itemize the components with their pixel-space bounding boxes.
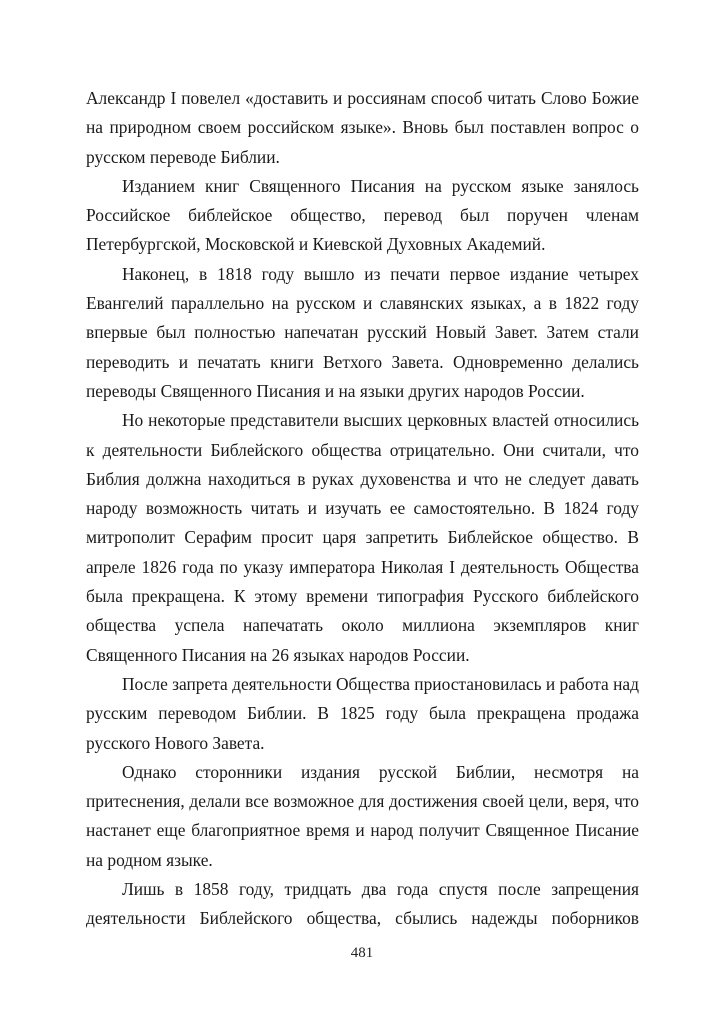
text-line (86, 494, 639, 523)
text-line-content: Петербургской, Московской и Киевской Духовных Академий. (86, 234, 546, 255)
paragraph (86, 260, 639, 406)
text-line-content: к деятельности Библейского общества отрицательно. Они считали, что (86, 439, 639, 460)
text-line (86, 465, 639, 494)
text-line-content: общества успела напечатать около миллиона экземпляров книг (86, 615, 639, 636)
text-line-content: Священного Писания на 26 языках народов России. (86, 644, 470, 665)
text-line (86, 348, 639, 377)
text-line-content: народу возможность читать и изучать ее самостоятельно. В 1824 году (86, 498, 639, 519)
text-line (86, 406, 639, 435)
text-line-content: апреле 1826 года по указу императора Николая I деятельность Общества (86, 556, 639, 577)
text-line (86, 523, 639, 552)
text-line (86, 172, 639, 201)
text-line-content: переводить и печатать книги Ветхого Завета. Одновременно делались (86, 351, 639, 372)
text-line (86, 670, 639, 699)
text-line-content: Лишь в 1858 году, тридцать два года спустя после запрещения (122, 879, 639, 900)
text-line (86, 553, 639, 582)
text-line (86, 377, 639, 406)
text-line (86, 113, 639, 142)
text-line-content: Но некоторые представители высших церковных властей относились (122, 410, 639, 431)
text-line-content: Евангелий параллельно на русском и славянских языках, а в 1822 году (86, 293, 639, 314)
text-line-content: Российское библейское общество, перевод был поручен членам (86, 205, 639, 226)
paragraph (86, 406, 639, 670)
text-line-content: митрополит Серафим просит царя запретить Библейское общество. В (86, 527, 639, 548)
document-body (86, 84, 639, 934)
text-line-content: Однако сторонники издания русской Библии, несмотря на (122, 761, 639, 782)
text-line (86, 260, 639, 289)
text-line (86, 846, 639, 875)
text-line-content: была прекращена. К этому времени типография Русского библейского (86, 586, 639, 607)
text-line (86, 904, 639, 933)
text-line (86, 230, 639, 259)
text-line-content: переводы Священного Писания и на языки других народов России. (86, 380, 585, 401)
paragraph (86, 172, 639, 260)
text-line (86, 289, 639, 318)
text-line (86, 641, 639, 670)
paragraph (86, 875, 639, 934)
text-line (86, 582, 639, 611)
text-line (86, 143, 639, 172)
text-line (86, 787, 639, 816)
text-line-content: Александр I повелел «доставить и россиянам способ читать Слово Божие (86, 88, 639, 108)
text-line (86, 84, 639, 113)
text-line-content: на природном своем российском языке». Вновь был поставлен вопрос о (86, 117, 639, 138)
text-line (86, 729, 639, 758)
paragraph (86, 758, 639, 875)
text-line (86, 436, 639, 465)
text-line-content: настанет еще благоприятное время и народ получит Священное Писание (86, 820, 639, 841)
text-line-content: впервые был полностью напечатан русский Новый Завет. Затем стали (86, 322, 639, 343)
text-line-content: деятельности Библейского общества, сбылись надежды поборников (86, 908, 639, 929)
text-line (86, 758, 639, 787)
text-line (86, 816, 639, 845)
text-line-content: русского Нового Завета. (86, 732, 265, 753)
text-line-content: Изданием книг Священного Писания на русском языке занялось (122, 175, 639, 196)
text-line-content: Библия должна находиться в руках духовенства и что не следует давать (86, 468, 639, 489)
text-line (86, 611, 639, 640)
text-line-content: притеснения, делали все возможное для достижения своей цели, веря, что (86, 791, 639, 812)
text-line-content: русском переводе Библии. (86, 146, 280, 167)
text-line (86, 699, 639, 728)
text-line-content: Наконец, в 1818 году вышло из печати первое издание четырех (122, 263, 639, 284)
text-line (86, 201, 639, 230)
text-line-content: После запрета деятельности Общества приостановилась и работа над (122, 673, 639, 694)
text-line (86, 318, 639, 347)
paragraph (86, 670, 639, 758)
text-line-content: на родном языке. (86, 849, 213, 870)
text-line (86, 875, 639, 904)
paragraph (86, 84, 639, 172)
text-line-content: русским переводом Библии. В 1825 году была прекращена продажа (86, 703, 639, 724)
page-number: 481 (350, 945, 374, 961)
